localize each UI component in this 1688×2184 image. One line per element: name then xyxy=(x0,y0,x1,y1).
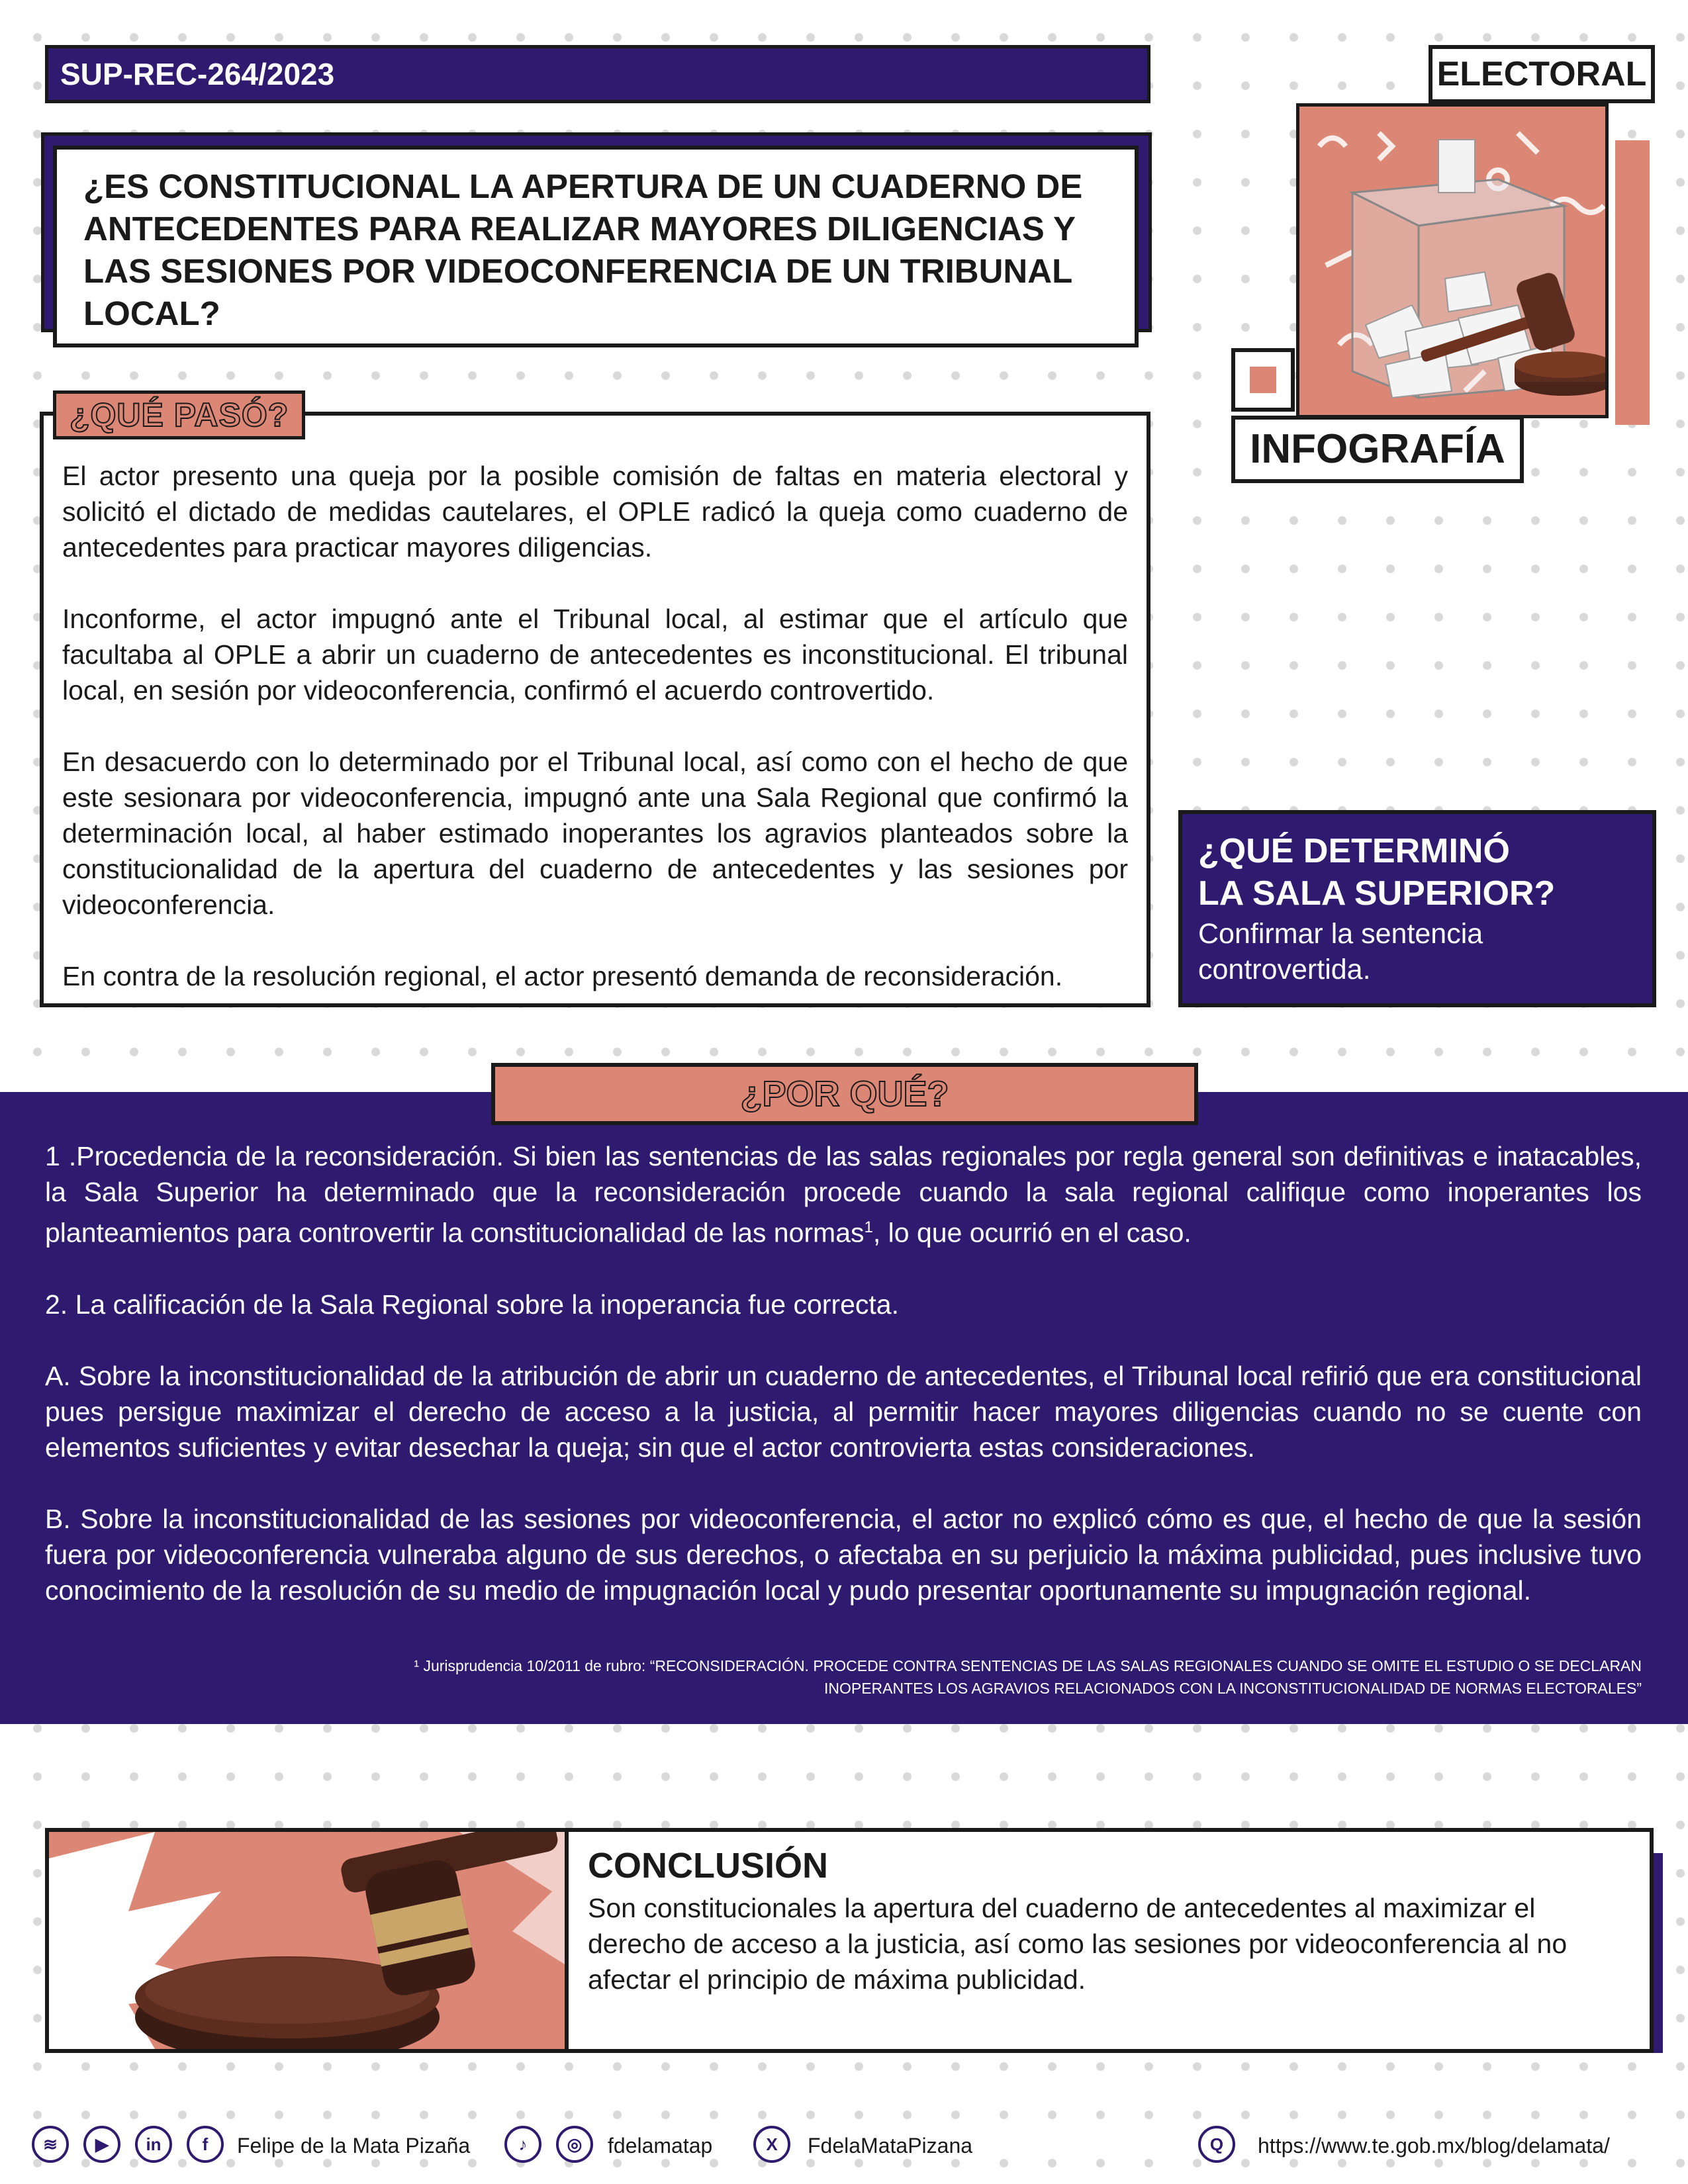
decision-answer: Confirmar la sentencia controvertida. xyxy=(1198,918,1483,985)
what-happened-paragraph: En desacuerdo con lo determinado por el Tribunal local, así como con el hecho de que este sesionara por videoconferencia, impugnó ante una Sala Regional que confirmó la determinación local, al haber estimado inoperantes los agravios planteados sobre la constitucionalidad de la apertura del cuaderno de antecedentes y las sesiones por videoconferencia. xyxy=(62,747,1128,920)
author-name: Felipe de la Mata Pizaña xyxy=(237,2134,471,2158)
case-number: SUP-REC-264/2023 xyxy=(60,57,335,91)
why-label: ¿POR QUÉ? xyxy=(491,1063,1198,1125)
why-paragraph-1 xyxy=(45,1138,1642,1251)
footer xyxy=(26,2118,1668,2171)
what-happened-paragraph: En contra de la resolución regional, el actor presentó demanda de reconsideración. xyxy=(62,961,1063,991)
conclusion-shadow xyxy=(1654,1853,1663,2053)
decision-title-line2: LA SALA SUPERIOR? xyxy=(1198,874,1556,913)
accent-square xyxy=(1231,348,1295,412)
tiktok-icon[interactable]: ♪ xyxy=(504,2126,541,2163)
blog-url[interactable]: https://www.te.gob.mx/blog/delamata/ xyxy=(1258,2134,1610,2158)
what-happened-paragraph: El actor presento una queja por la posible comisión de faltas en materia electoral y solicitó el dictado de medidas cautelares, el OPLE radicó la queja como cuaderno de antecedentes para practicar mayores diligencias. xyxy=(62,461,1128,563)
footnote-ref: 1 xyxy=(864,1218,873,1236)
what-happened-label: ¿QUÉ PASÓ? xyxy=(53,390,305,439)
spotify-icon[interactable]: ≋ xyxy=(32,2126,69,2163)
why-paragraph-4: B. Sobre la inconstitucionalidad de las sesiones por videoconferencia, el actor no explicó cómo es que, el hecho de que la sesión fuera por videoconferencia vulneraba alguno de sus derechos, o afectaba en su perjuicio la máxima publicidad, pues inclusive tuvo conocimiento de la resolución de su medio de impugnación local y pudo presentar oportunamente su impugnación regional. xyxy=(45,1503,1642,1606)
why-p1-tail: , lo que ocurrió en el caso. xyxy=(872,1217,1192,1248)
conclusion-title: CONCLUSIÓN xyxy=(588,1846,828,1886)
question-title: ¿ES CONSTITUCIONAL LA APERTURA DE UN CUADERNO DE ANTECEDENTES PARA REALIZAR MAYORES DILIGENCIAS Y LAS SESIONES POR VIDEOCONFERENCIA DE UN TRIBUNAL LOCAL? xyxy=(83,167,1083,332)
web-search-icon[interactable]: Q xyxy=(1198,2126,1235,2163)
x-icon[interactable]: X xyxy=(753,2126,790,2163)
why-text xyxy=(45,1138,1642,1644)
handle-tiktok-instagram: fdelamatap xyxy=(608,2134,713,2158)
ballot-box-illustration xyxy=(1296,103,1609,418)
case-number-bar xyxy=(45,45,1150,103)
youtube-icon[interactable]: ▶ xyxy=(83,2126,120,2163)
why-paragraph-2: 2. La calificación de la Sala Regional sobre la inoperancia fue correcta. xyxy=(45,1289,899,1320)
conclusion-text: Son constitucionales la apertura del cuaderno de antecedentes al maximizar el derecho de acceso a la justicia, así como las sesiones por videoconferencia al no afectar el principio de máxima publicidad. xyxy=(588,1893,1568,1995)
what-happened-paragraph: Inconforme, el actor impugnó ante el Tribunal local, al estimar que el artículo que facultaba al OPLE a abrir un cuaderno de antecedentes es inconstitucional. El tribunal local, en sesión por videoconferencia, confirmó el acuerdo controvertido. xyxy=(62,604,1128,705)
what-happened-box xyxy=(40,412,1150,1007)
decision-title-line1: ¿QUÉ DETERMINÓ xyxy=(1198,832,1510,870)
question-box xyxy=(53,146,1139,347)
accent-stripe xyxy=(1615,140,1650,425)
ballot-box-gavel-icon xyxy=(1299,107,1605,415)
decision-box xyxy=(1178,810,1656,1007)
footnote: ¹ Jurisprudencia 10/2011 de rubro: “RECONSIDERACIÓN. PROCEDE CONTRA SENTENCIAS DE LAS SALAS REGIONALES CUANDO SE OMITE EL ESTUDIO O SE DECLARAN INOPERANTES LOS AGRAVIOS RELACIONADOS CON LA INCONSTITUCIONALIDAD DE NORMAS ELECTORALES” xyxy=(414,1657,1642,1697)
doc-type-tag: INFOGRAFÍA xyxy=(1231,416,1524,483)
gavel-icon xyxy=(49,1832,565,2049)
instagram-icon[interactable]: ◎ xyxy=(556,2126,593,2163)
linkedin-icon[interactable]: in xyxy=(135,2126,172,2163)
why-paragraph-3: A. Sobre la inconstitucionalidad de la atribución de abrir un cuaderno de antecedentes, el Tribunal local refirió que era constitucional pues persigue maximizar el derecho de acceso a la justicia, al permitir hacer mayores diligencias cuando no se cuente con elementos suficientes y evitar desechar la queja; sin que el actor controvierta estas consideraciones. xyxy=(45,1360,1642,1463)
handle-x: FdelaMataPizana xyxy=(808,2134,973,2158)
why-p1-text: 1 .Procedencia de la reconsideración. Si bien las sentencias de las salas regionales por regla general son definitivas e inatacables, la Sala Superior ha determinado que la reconsideración procede cuando la sala regional califique como inoperantes los planteamientos para controvertir la constitucionalidad de las normas xyxy=(45,1141,1642,1248)
category-tag: ELECTORAL xyxy=(1429,45,1655,103)
facebook-icon[interactable]: f xyxy=(187,2126,224,2163)
gavel-illustration xyxy=(49,1832,569,2049)
